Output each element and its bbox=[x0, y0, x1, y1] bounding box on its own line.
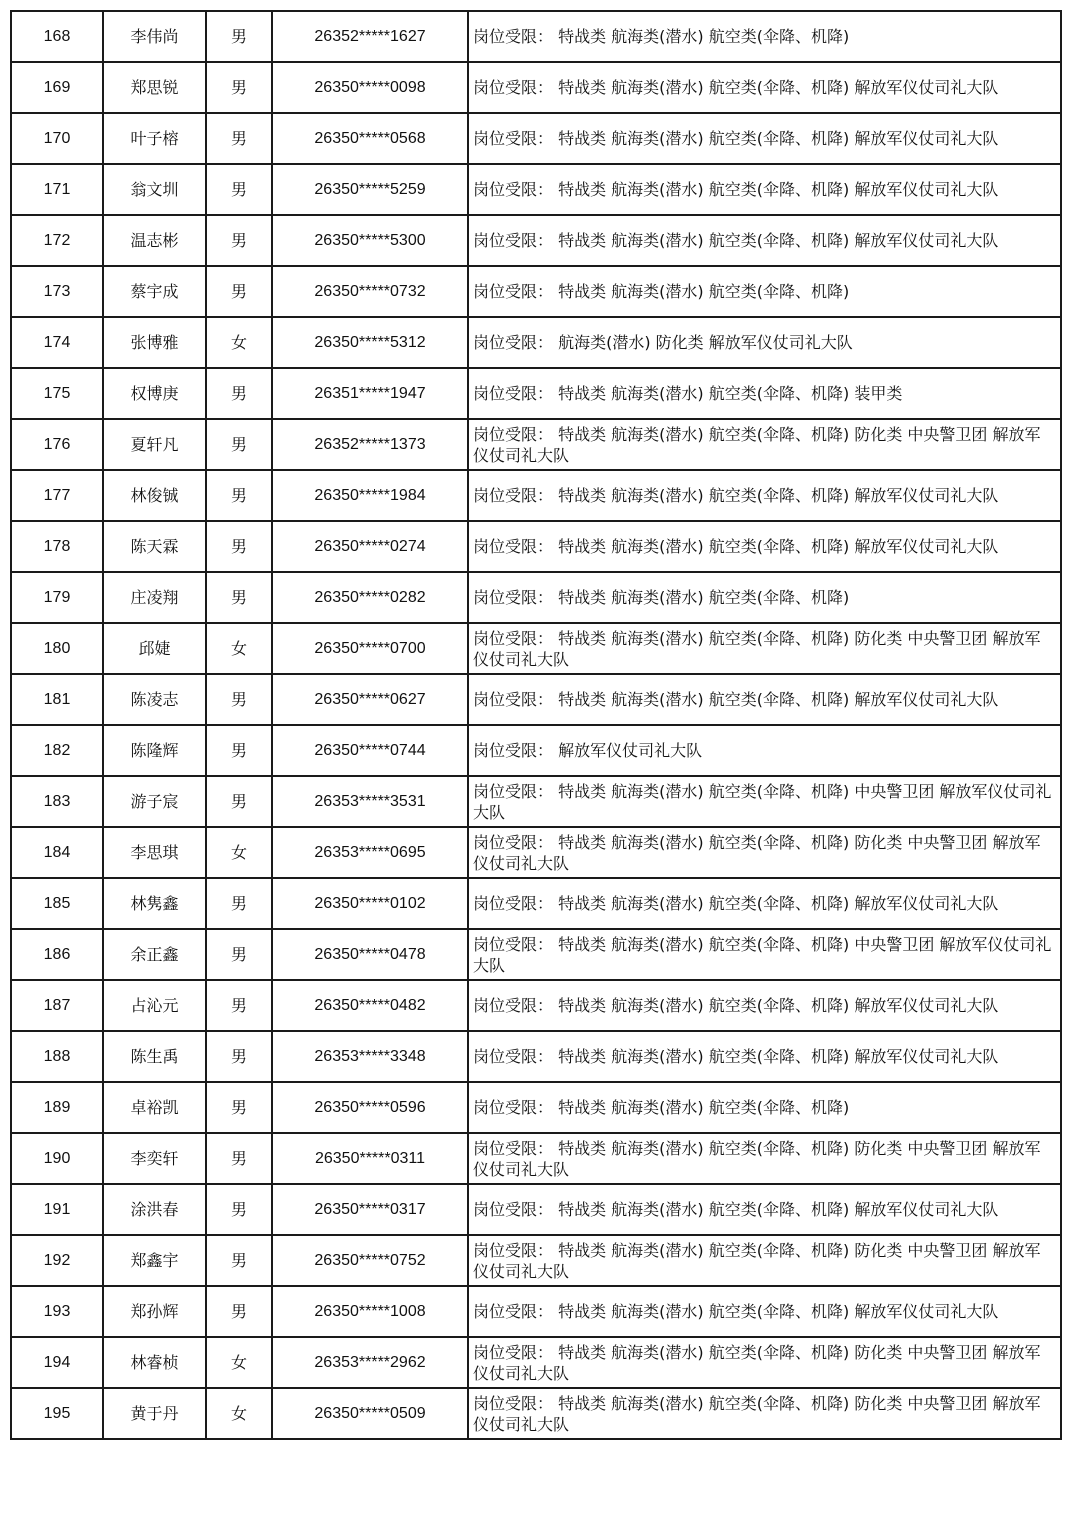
id-number-cell: 26353*****3531 bbox=[272, 776, 468, 827]
position-restriction-cell: 岗位受限： 特战类 航海类(潜水) 航空类(伞降、机降) 解放军仪仗司礼大队 bbox=[468, 164, 1061, 215]
id-number-cell: 26350*****0752 bbox=[272, 1235, 468, 1286]
row-number-cell: 190 bbox=[11, 1133, 103, 1184]
sex-cell: 男 bbox=[206, 1184, 272, 1235]
id-number-cell: 26350*****5259 bbox=[272, 164, 468, 215]
position-restriction-cell: 岗位受限： 特战类 航海类(潜水) 航空类(伞降、机降) 解放军仪仗司礼大队 bbox=[468, 1031, 1061, 1082]
name-cell: 叶子榕 bbox=[103, 113, 206, 164]
table-row bbox=[11, 980, 1061, 1031]
id-number-cell: 26350*****1984 bbox=[272, 470, 468, 521]
roster-table bbox=[10, 10, 1062, 1440]
table-row bbox=[11, 1082, 1061, 1133]
position-restriction-cell: 岗位受限： 特战类 航海类(潜水) 航空类(伞降、机降) 防化类 中央警卫团 解放军仪仗司礼大队 bbox=[468, 1388, 1061, 1439]
id-number-cell: 26350*****5312 bbox=[272, 317, 468, 368]
position-restriction-cell: 岗位受限： 特战类 航海类(潜水) 航空类(伞降、机降) 防化类 中央警卫团 解放军仪仗司礼大队 bbox=[468, 1235, 1061, 1286]
name-cell: 陈天霖 bbox=[103, 521, 206, 572]
table-row bbox=[11, 827, 1061, 878]
sex-cell: 男 bbox=[206, 266, 272, 317]
row-number-cell: 174 bbox=[11, 317, 103, 368]
name-cell: 温志彬 bbox=[103, 215, 206, 266]
position-restriction-cell: 岗位受限： 特战类 航海类(潜水) 航空类(伞降、机降) 解放军仪仗司礼大队 bbox=[468, 113, 1061, 164]
table-row bbox=[11, 521, 1061, 572]
sex-cell: 男 bbox=[206, 470, 272, 521]
table-row bbox=[11, 929, 1061, 980]
table-row bbox=[11, 368, 1061, 419]
name-cell: 黄于丹 bbox=[103, 1388, 206, 1439]
id-number-cell: 26350*****0627 bbox=[272, 674, 468, 725]
position-restriction-cell: 岗位受限： 特战类 航海类(潜水) 航空类(伞降、机降) 解放军仪仗司礼大队 bbox=[468, 1286, 1061, 1337]
position-restriction-cell: 岗位受限： 特战类 航海类(潜水) 航空类(伞降、机降) 防化类 中央警卫团 解放军仪仗司礼大队 bbox=[468, 1133, 1061, 1184]
sex-cell: 男 bbox=[206, 572, 272, 623]
id-number-cell: 26353*****0695 bbox=[272, 827, 468, 878]
sex-cell: 女 bbox=[206, 1388, 272, 1439]
table-row bbox=[11, 164, 1061, 215]
position-restriction-cell: 岗位受限： 特战类 航海类(潜水) 航空类(伞降、机降) 中央警卫团 解放军仪仗司礼大队 bbox=[468, 776, 1061, 827]
position-restriction-cell: 岗位受限： 特战类 航海类(潜水) 航空类(伞降、机降) bbox=[468, 1082, 1061, 1133]
sex-cell: 男 bbox=[206, 521, 272, 572]
id-number-cell: 26352*****1627 bbox=[272, 11, 468, 62]
sex-cell: 男 bbox=[206, 878, 272, 929]
name-cell: 涂洪春 bbox=[103, 1184, 206, 1235]
sex-cell: 女 bbox=[206, 623, 272, 674]
id-number-cell: 26350*****0732 bbox=[272, 266, 468, 317]
table-row bbox=[11, 1031, 1061, 1082]
table-row bbox=[11, 470, 1061, 521]
position-restriction-cell: 岗位受限： 特战类 航海类(潜水) 航空类(伞降、机降) 防化类 中央警卫团 解放军仪仗司礼大队 bbox=[468, 827, 1061, 878]
id-number-cell: 26350*****0700 bbox=[272, 623, 468, 674]
table-row bbox=[11, 215, 1061, 266]
row-number-cell: 168 bbox=[11, 11, 103, 62]
name-cell: 李伟尚 bbox=[103, 11, 206, 62]
name-cell: 林隽鑫 bbox=[103, 878, 206, 929]
row-number-cell: 176 bbox=[11, 419, 103, 470]
id-number-cell: 26350*****0596 bbox=[272, 1082, 468, 1133]
position-restriction-cell: 岗位受限： 航海类(潜水) 防化类 解放军仪仗司礼大队 bbox=[468, 317, 1061, 368]
id-number-cell: 26350*****0478 bbox=[272, 929, 468, 980]
row-number-cell: 172 bbox=[11, 215, 103, 266]
name-cell: 李奕轩 bbox=[103, 1133, 206, 1184]
name-cell: 张博雅 bbox=[103, 317, 206, 368]
sex-cell: 男 bbox=[206, 368, 272, 419]
name-cell: 陈凌志 bbox=[103, 674, 206, 725]
roster-table-body bbox=[11, 11, 1061, 1439]
row-number-cell: 186 bbox=[11, 929, 103, 980]
table-row bbox=[11, 776, 1061, 827]
position-restriction-cell: 岗位受限： 解放军仪仗司礼大队 bbox=[468, 725, 1061, 776]
row-number-cell: 188 bbox=[11, 1031, 103, 1082]
sex-cell: 男 bbox=[206, 1031, 272, 1082]
row-number-cell: 170 bbox=[11, 113, 103, 164]
sex-cell: 男 bbox=[206, 419, 272, 470]
table-row bbox=[11, 1235, 1061, 1286]
id-number-cell: 26352*****1373 bbox=[272, 419, 468, 470]
name-cell: 邱婕 bbox=[103, 623, 206, 674]
position-restriction-cell: 岗位受限： 特战类 航海类(潜水) 航空类(伞降、机降) bbox=[468, 11, 1061, 62]
id-number-cell: 26350*****0311 bbox=[272, 1133, 468, 1184]
name-cell: 陈隆辉 bbox=[103, 725, 206, 776]
id-number-cell: 26350*****0102 bbox=[272, 878, 468, 929]
name-cell: 权博庚 bbox=[103, 368, 206, 419]
table-row bbox=[11, 11, 1061, 62]
sex-cell: 男 bbox=[206, 674, 272, 725]
name-cell: 游子宸 bbox=[103, 776, 206, 827]
id-number-cell: 26353*****2962 bbox=[272, 1337, 468, 1388]
id-number-cell: 26350*****1008 bbox=[272, 1286, 468, 1337]
sex-cell: 男 bbox=[206, 776, 272, 827]
table-row bbox=[11, 266, 1061, 317]
table-row bbox=[11, 878, 1061, 929]
sex-cell: 男 bbox=[206, 11, 272, 62]
name-cell: 庄凌翔 bbox=[103, 572, 206, 623]
id-number-cell: 26353*****3348 bbox=[272, 1031, 468, 1082]
id-number-cell: 26350*****0282 bbox=[272, 572, 468, 623]
table-row bbox=[11, 1133, 1061, 1184]
name-cell: 李思琪 bbox=[103, 827, 206, 878]
position-restriction-cell: 岗位受限： 特战类 航海类(潜水) 航空类(伞降、机降) 装甲类 bbox=[468, 368, 1061, 419]
row-number-cell: 178 bbox=[11, 521, 103, 572]
table-row bbox=[11, 317, 1061, 368]
table-row bbox=[11, 1286, 1061, 1337]
row-number-cell: 179 bbox=[11, 572, 103, 623]
row-number-cell: 184 bbox=[11, 827, 103, 878]
row-number-cell: 187 bbox=[11, 980, 103, 1031]
position-restriction-cell: 岗位受限： 特战类 航海类(潜水) 航空类(伞降、机降) 解放军仪仗司礼大队 bbox=[468, 470, 1061, 521]
position-restriction-cell: 岗位受限： 特战类 航海类(潜水) 航空类(伞降、机降) 解放军仪仗司礼大队 bbox=[468, 62, 1061, 113]
id-number-cell: 26350*****5300 bbox=[272, 215, 468, 266]
position-restriction-cell: 岗位受限： 特战类 航海类(潜水) 航空类(伞降、机降) 解放军仪仗司礼大队 bbox=[468, 521, 1061, 572]
sex-cell: 男 bbox=[206, 725, 272, 776]
id-number-cell: 26350*****0744 bbox=[272, 725, 468, 776]
table-row bbox=[11, 674, 1061, 725]
row-number-cell: 183 bbox=[11, 776, 103, 827]
position-restriction-cell: 岗位受限： 特战类 航海类(潜水) 航空类(伞降、机降) 解放军仪仗司礼大队 bbox=[468, 1184, 1061, 1235]
id-number-cell: 26350*****0568 bbox=[272, 113, 468, 164]
row-number-cell: 180 bbox=[11, 623, 103, 674]
id-number-cell: 26350*****0317 bbox=[272, 1184, 468, 1235]
name-cell: 郑孙辉 bbox=[103, 1286, 206, 1337]
position-restriction-cell: 岗位受限： 特战类 航海类(潜水) 航空类(伞降、机降) 解放军仪仗司礼大队 bbox=[468, 674, 1061, 725]
name-cell: 卓裕凯 bbox=[103, 1082, 206, 1133]
id-number-cell: 26351*****1947 bbox=[272, 368, 468, 419]
sex-cell: 女 bbox=[206, 827, 272, 878]
name-cell: 郑鑫宇 bbox=[103, 1235, 206, 1286]
name-cell: 林俊铖 bbox=[103, 470, 206, 521]
row-number-cell: 195 bbox=[11, 1388, 103, 1439]
name-cell: 郑思锐 bbox=[103, 62, 206, 113]
table-row bbox=[11, 623, 1061, 674]
name-cell: 蔡宇成 bbox=[103, 266, 206, 317]
name-cell: 林睿桢 bbox=[103, 1337, 206, 1388]
sex-cell: 女 bbox=[206, 1337, 272, 1388]
sex-cell: 男 bbox=[206, 215, 272, 266]
name-cell: 夏轩凡 bbox=[103, 419, 206, 470]
table-row bbox=[11, 572, 1061, 623]
sex-cell: 女 bbox=[206, 317, 272, 368]
row-number-cell: 191 bbox=[11, 1184, 103, 1235]
id-number-cell: 26350*****0482 bbox=[272, 980, 468, 1031]
position-restriction-cell: 岗位受限： 特战类 航海类(潜水) 航空类(伞降、机降) bbox=[468, 572, 1061, 623]
table-row bbox=[11, 1184, 1061, 1235]
row-number-cell: 189 bbox=[11, 1082, 103, 1133]
id-number-cell: 26350*****0274 bbox=[272, 521, 468, 572]
name-cell: 陈生禹 bbox=[103, 1031, 206, 1082]
table-row bbox=[11, 419, 1061, 470]
table-row bbox=[11, 113, 1061, 164]
position-restriction-cell: 岗位受限： 特战类 航海类(潜水) 航空类(伞降、机降) 解放军仪仗司礼大队 bbox=[468, 215, 1061, 266]
sex-cell: 男 bbox=[206, 1133, 272, 1184]
name-cell: 占沁元 bbox=[103, 980, 206, 1031]
table-row bbox=[11, 1337, 1061, 1388]
position-restriction-cell: 岗位受限： 特战类 航海类(潜水) 航空类(伞降、机降) 防化类 中央警卫团 解放军仪仗司礼大队 bbox=[468, 623, 1061, 674]
row-number-cell: 185 bbox=[11, 878, 103, 929]
row-number-cell: 181 bbox=[11, 674, 103, 725]
name-cell: 翁文圳 bbox=[103, 164, 206, 215]
position-restriction-cell: 岗位受限： 特战类 航海类(潜水) 航空类(伞降、机降) 防化类 中央警卫团 解放军仪仗司礼大队 bbox=[468, 419, 1061, 470]
row-number-cell: 175 bbox=[11, 368, 103, 419]
name-cell: 余正鑫 bbox=[103, 929, 206, 980]
row-number-cell: 173 bbox=[11, 266, 103, 317]
position-restriction-cell: 岗位受限： 特战类 航海类(潜水) 航空类(伞降、机降) bbox=[468, 266, 1061, 317]
sex-cell: 男 bbox=[206, 1235, 272, 1286]
sex-cell: 男 bbox=[206, 62, 272, 113]
table-row bbox=[11, 1388, 1061, 1439]
position-restriction-cell: 岗位受限： 特战类 航海类(潜水) 航空类(伞降、机降) 解放军仪仗司礼大队 bbox=[468, 878, 1061, 929]
id-number-cell: 26350*****0098 bbox=[272, 62, 468, 113]
sex-cell: 男 bbox=[206, 164, 272, 215]
row-number-cell: 193 bbox=[11, 1286, 103, 1337]
row-number-cell: 192 bbox=[11, 1235, 103, 1286]
row-number-cell: 182 bbox=[11, 725, 103, 776]
position-restriction-cell: 岗位受限： 特战类 航海类(潜水) 航空类(伞降、机降) 中央警卫团 解放军仪仗司礼大队 bbox=[468, 929, 1061, 980]
row-number-cell: 194 bbox=[11, 1337, 103, 1388]
sex-cell: 男 bbox=[206, 980, 272, 1031]
sex-cell: 男 bbox=[206, 1082, 272, 1133]
row-number-cell: 171 bbox=[11, 164, 103, 215]
sex-cell: 男 bbox=[206, 929, 272, 980]
position-restriction-cell: 岗位受限： 特战类 航海类(潜水) 航空类(伞降、机降) 防化类 中央警卫团 解放军仪仗司礼大队 bbox=[468, 1337, 1061, 1388]
row-number-cell: 169 bbox=[11, 62, 103, 113]
position-restriction-cell: 岗位受限： 特战类 航海类(潜水) 航空类(伞降、机降) 解放军仪仗司礼大队 bbox=[468, 980, 1061, 1031]
table-row bbox=[11, 725, 1061, 776]
row-number-cell: 177 bbox=[11, 470, 103, 521]
sex-cell: 男 bbox=[206, 1286, 272, 1337]
table-row bbox=[11, 62, 1061, 113]
id-number-cell: 26350*****0509 bbox=[272, 1388, 468, 1439]
sex-cell: 男 bbox=[206, 113, 272, 164]
